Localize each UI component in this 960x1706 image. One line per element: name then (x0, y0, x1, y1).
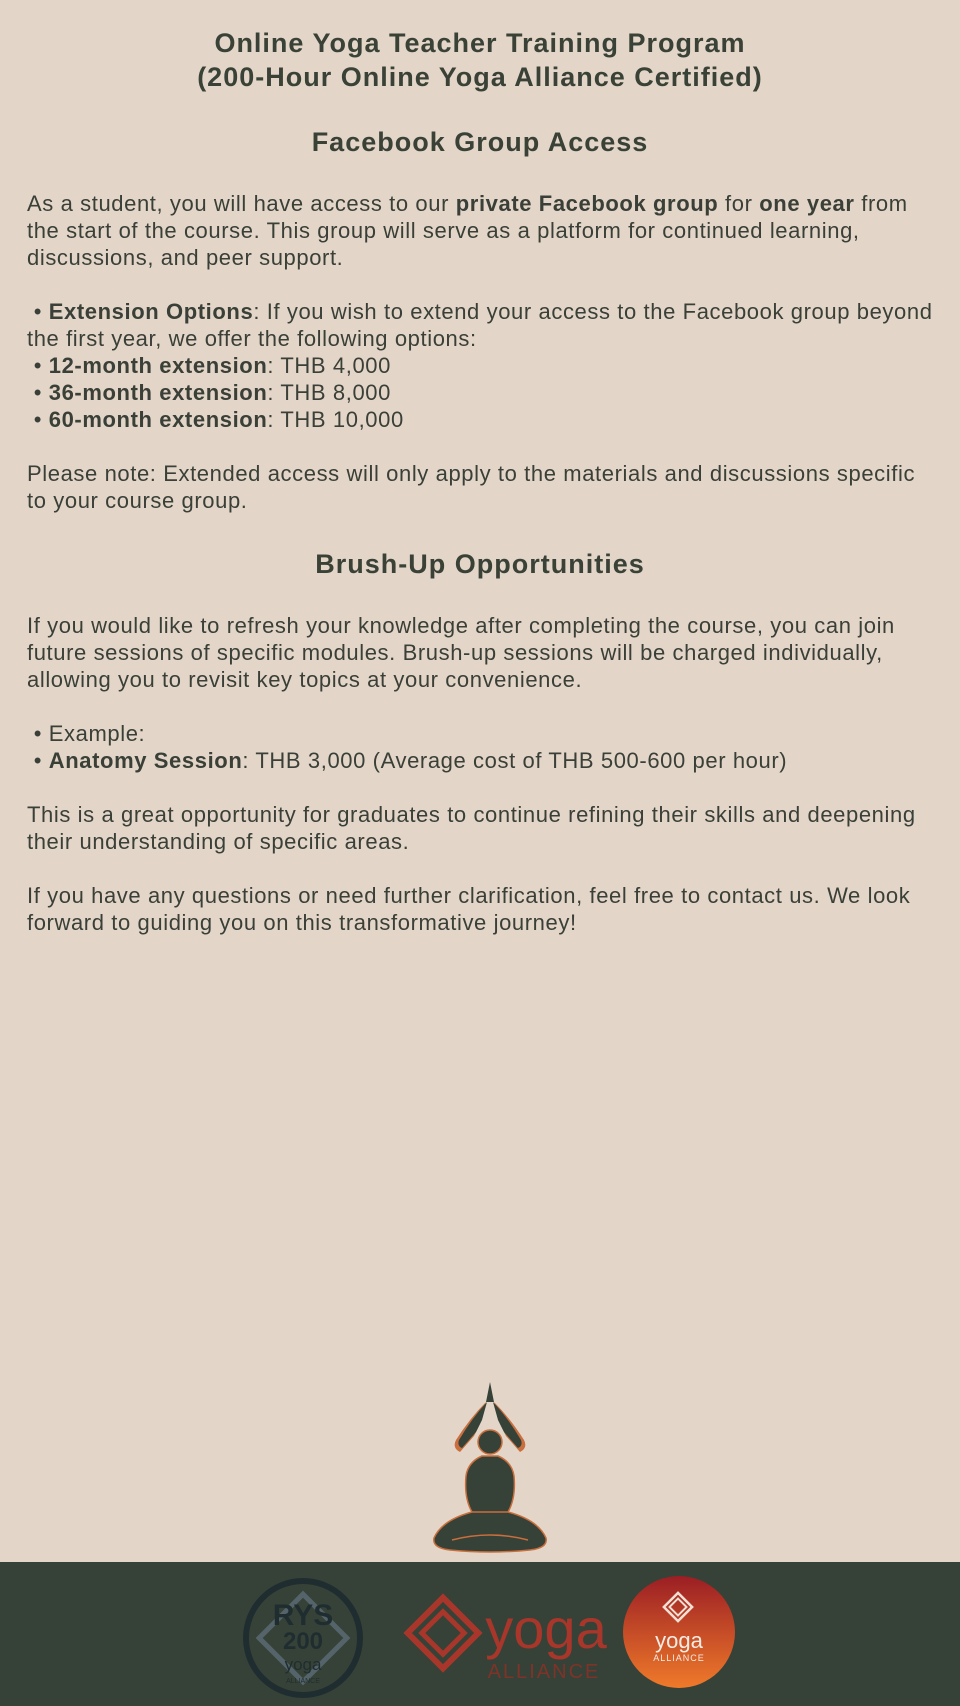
intro-text: for (718, 191, 760, 216)
option-label: 60-month extension (48, 407, 268, 432)
bullet: • (33, 721, 43, 746)
bullet: • (33, 748, 43, 773)
option-item (27, 379, 933, 406)
brushup-heading: Brush-Up Opportunities (315, 549, 645, 579)
rys-200-logo (242, 1577, 364, 1699)
rys-sub2: ALLIANCE (286, 1678, 320, 1685)
facebook-heading: Facebook Group Access (311, 127, 649, 157)
intro-text: As a student, you will have access to our (27, 191, 456, 216)
rys-number: 200 (282, 1628, 324, 1655)
facebook-intro (27, 190, 933, 271)
option-price: : THB 4,000 (267, 353, 391, 378)
option-item (27, 352, 933, 379)
brushup-examples (27, 720, 933, 774)
example-label: Example: (48, 721, 146, 746)
extension-options-text: : If you wish to extend your access to the Facebook group beyond the first year, we offer the following options: (27, 299, 933, 351)
session-item (27, 747, 933, 774)
brushup-closing-1: This is a great opportunity for graduates to continue refining their skills and deepening their understanding of specific areas. (27, 802, 916, 854)
title-line-2: (200-Hour Online Yoga Alliance Certified) (197, 62, 763, 92)
meditation-figure-icon (428, 1380, 552, 1560)
bullet: • (33, 380, 43, 405)
option-price: : THB 10,000 (267, 407, 404, 432)
example-item (27, 720, 933, 747)
title-line-1: Online Yoga Teacher Training Program (214, 28, 746, 58)
rys-sub: yoga (284, 1655, 322, 1674)
option-price: : THB 8,000 (267, 380, 391, 405)
ya-sub: ALLIANCE (487, 1661, 601, 1683)
facebook-note: Please note: Extended access will only apply to the materials and discussions specific to your course group. (27, 461, 916, 513)
extension-options-item (27, 298, 933, 352)
ya-round-sub: ALLIANCE (653, 1653, 705, 1663)
brushup-intro: If you would like to refresh your knowledge after completing the course, you can join future sessions of specific modules. Brush-up sessions will be charged individually, allowing you to revisit key topics at your convenience. (27, 613, 895, 692)
rys-text: RYS (272, 1599, 334, 1632)
intro-bold-group: private Facebook group (455, 191, 719, 216)
yoga-alliance-badge-logo (622, 1575, 736, 1689)
option-label: 12-month extension (48, 353, 268, 378)
session-label: Anatomy Session (48, 748, 243, 773)
ya-word: yoga (485, 1597, 607, 1660)
bullet: • (33, 299, 43, 324)
document-body (27, 0, 933, 936)
intro-bold-year: one year (759, 191, 855, 216)
footer-bar (0, 1562, 960, 1706)
session-text: : THB 3,000 (Average cost of THB 500-600 per hour) (242, 748, 788, 773)
brushup-closing-2: If you have any questions or need further clarification, feel free to contact us. We look forward to guiding you on this transformative journey! (27, 883, 911, 935)
bullet: • (33, 407, 43, 432)
intro-text: from the start of the course. This group will serve as a platform for continued learning, discussions, and peer support. (27, 191, 908, 270)
bullet: • (33, 353, 43, 378)
page-title (27, 26, 933, 94)
ya-round-word: yoga (655, 1628, 703, 1653)
yoga-alliance-wordmark-logo (396, 1586, 616, 1686)
option-label: 36-month extension (48, 380, 268, 405)
option-item (27, 406, 933, 433)
extension-options-label: Extension Options (48, 299, 254, 324)
extension-options (27, 298, 933, 433)
